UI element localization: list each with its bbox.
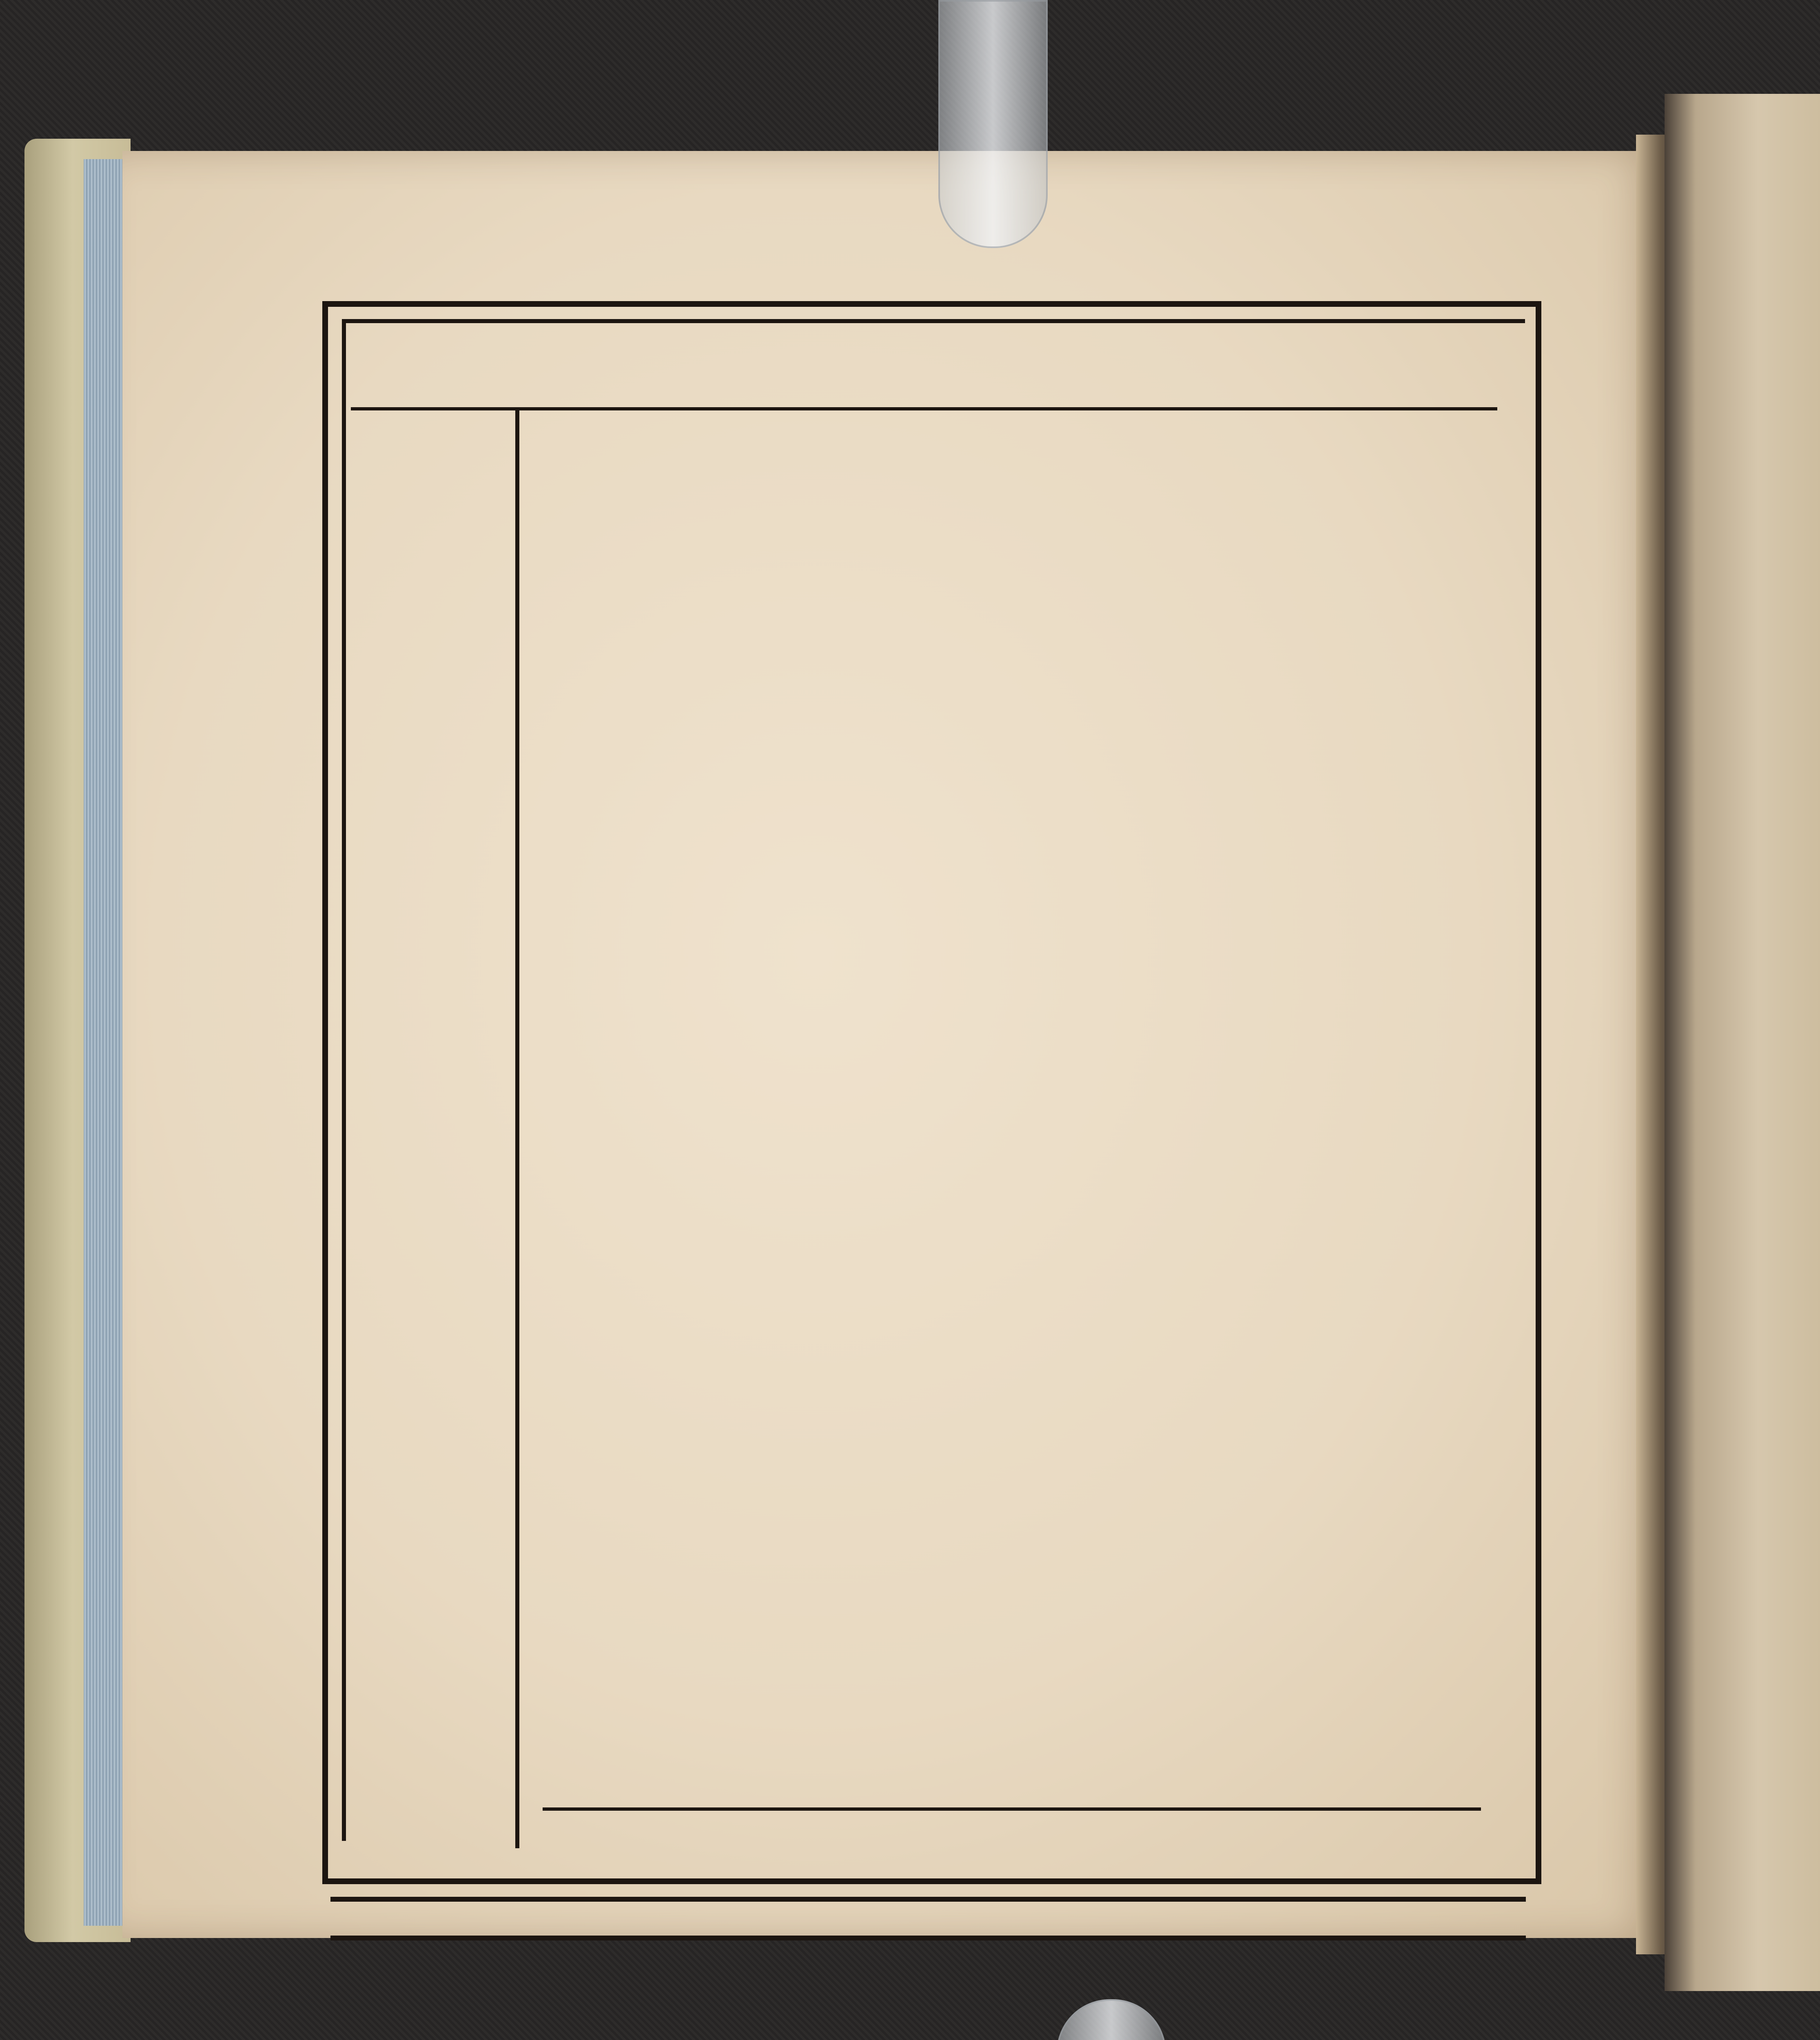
head-rule bbox=[351, 407, 1497, 410]
margin-rule bbox=[515, 410, 519, 1848]
page-frame-inner bbox=[342, 319, 1525, 1841]
foot-rule bbox=[543, 1807, 1481, 1811]
book-clip-top bbox=[938, 0, 1048, 248]
right-page bbox=[1665, 94, 1820, 1991]
ornamental-border bbox=[326, 1877, 1530, 1971]
